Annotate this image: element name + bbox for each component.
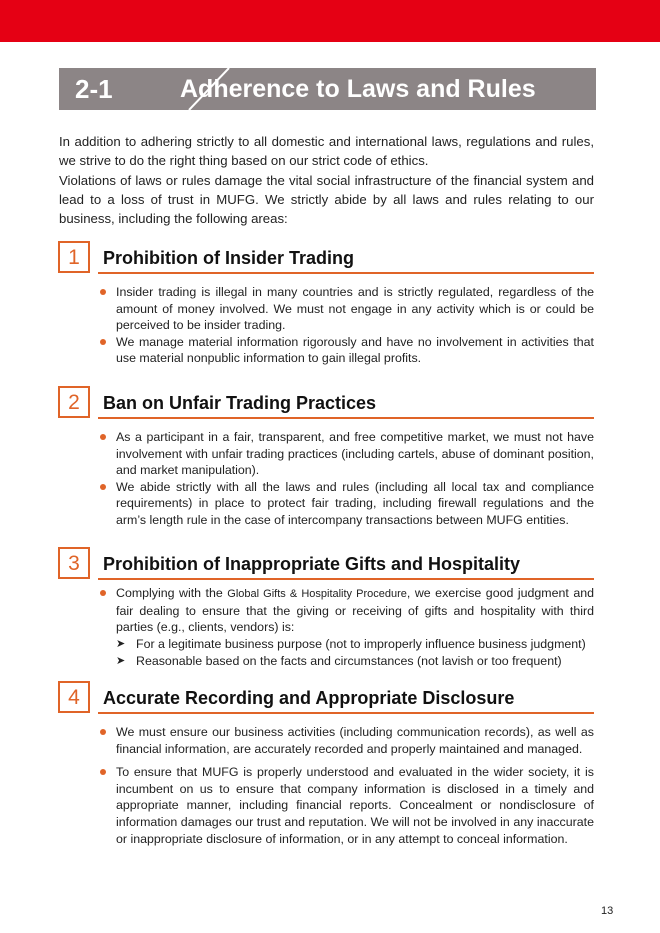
section-4-bullets <box>97 724 594 847</box>
intro-paragraph-1: In addition to adhering strictly to all domestic and international laws, regulations and rules, we strive to do the right thing based on our strict code of ethics. <box>59 134 594 169</box>
section-3-bullets <box>97 585 594 670</box>
section-3-number: 3 <box>58 547 90 579</box>
list-item: Insider trading is illegal in many countries and is strictly regulated, regardless of the amount of money involved. We must not engage in any activity which is or could be perceived to be insider trading. <box>97 284 594 334</box>
section-4-heading <box>98 685 594 714</box>
policy-name: Global Gifts & Hospitality Procedure <box>227 588 407 600</box>
section-1-bullets <box>97 284 594 367</box>
list-item: To ensure that MUFG is properly understood and evaluated in the wider society, it is incumbent on us to ensure that company information is disclosed in a timely and appropriate manner, including financial reports. Concealment or nondisclosure of information damages our trust and reputation. We will not be involved in any inaccurate or inappropriate disclosure of information, or in any attempt to conceal information. <box>97 764 594 847</box>
bullet-dot-icon <box>100 729 106 735</box>
section-number: 2-1 <box>75 74 113 104</box>
arrow-bullet-icon: ➤ <box>116 637 126 650</box>
sub-list-item: ➤ For a legitimate business purpose (not to improperly influence business judgment) <box>116 636 586 651</box>
section-1-number: 1 <box>58 241 90 273</box>
section-3-heading <box>98 551 594 580</box>
section-1-title: Prohibition of Insider Trading <box>103 248 354 268</box>
intro-paragraph-2: Violations of laws or rules damage the vital social infrastructure of the financial system and lead to a loss of trust in MUFG. We strictly abide by all laws and rules relating to our business, including the following areas: <box>59 172 594 227</box>
section-3-title: Prohibition of Inappropriate Gifts and Hospitality <box>103 554 521 574</box>
section-4-number: 4 <box>58 681 90 713</box>
list-item: We manage material information rigorously and have no involvement in activities that use material nonpublic information to gain illegal profits. <box>97 334 594 367</box>
section-3-sub-bullets <box>116 636 594 670</box>
sub-list-item: ➤ Reasonable based on the facts and circumstances (not lavish or too frequent) <box>116 653 562 668</box>
section-2-title: Ban on Unfair Trading Practices <box>103 393 377 413</box>
list-item: Complying with the Global Gifts & Hospitality Procedure, we exercise good judgment and fair dealing to ensure that the giving or receiving of gifts and hospitality with third parties (e.g., clients, vendors) is: ➤ For a legitimate business purpose (not to improperly influence business judgment) ➤ Reasonable based on the facts and circumstances (not lavish or too frequent) <box>97 585 594 670</box>
bullet-dot-icon <box>100 339 106 345</box>
bullet-dot-icon <box>100 590 106 596</box>
section-1-heading <box>98 245 594 274</box>
section-4-title: Accurate Recording and Appropriate Disclosure <box>103 688 515 708</box>
arrow-bullet-icon: ➤ <box>116 654 126 667</box>
bullet-dot-icon <box>100 484 106 490</box>
bullet-dot-icon <box>100 289 106 295</box>
section-2-heading <box>98 390 594 419</box>
section-2-number: 2 <box>58 386 90 418</box>
top-red-bar <box>0 0 660 42</box>
section-2-bullets <box>97 429 594 529</box>
list-item: We must ensure our business activities (including communication records), as well as financial information, are accurately recorded and properly maintained and managed. <box>97 724 594 757</box>
intro-text <box>59 132 594 228</box>
bullet-dot-icon <box>100 434 106 440</box>
page-title: Adherence to Laws and Rules <box>180 75 536 103</box>
bullet-dot-icon <box>100 769 106 775</box>
page-number: 13 <box>601 905 614 917</box>
list-item: As a participant in a fair, transparent, and free competitive market, we must not have involvement with unfair trading practices (including cartels, abuse of dominant position, and market manipulation). <box>97 429 594 479</box>
list-item: We abide strictly with all the laws and rules (including all local tax and compliance requirements) in place to protect fair trading, including firewall regulations and the arm’s length rule in the case of intercompany transactions between MUFG entities. <box>97 479 594 529</box>
section-title-banner <box>59 68 596 110</box>
